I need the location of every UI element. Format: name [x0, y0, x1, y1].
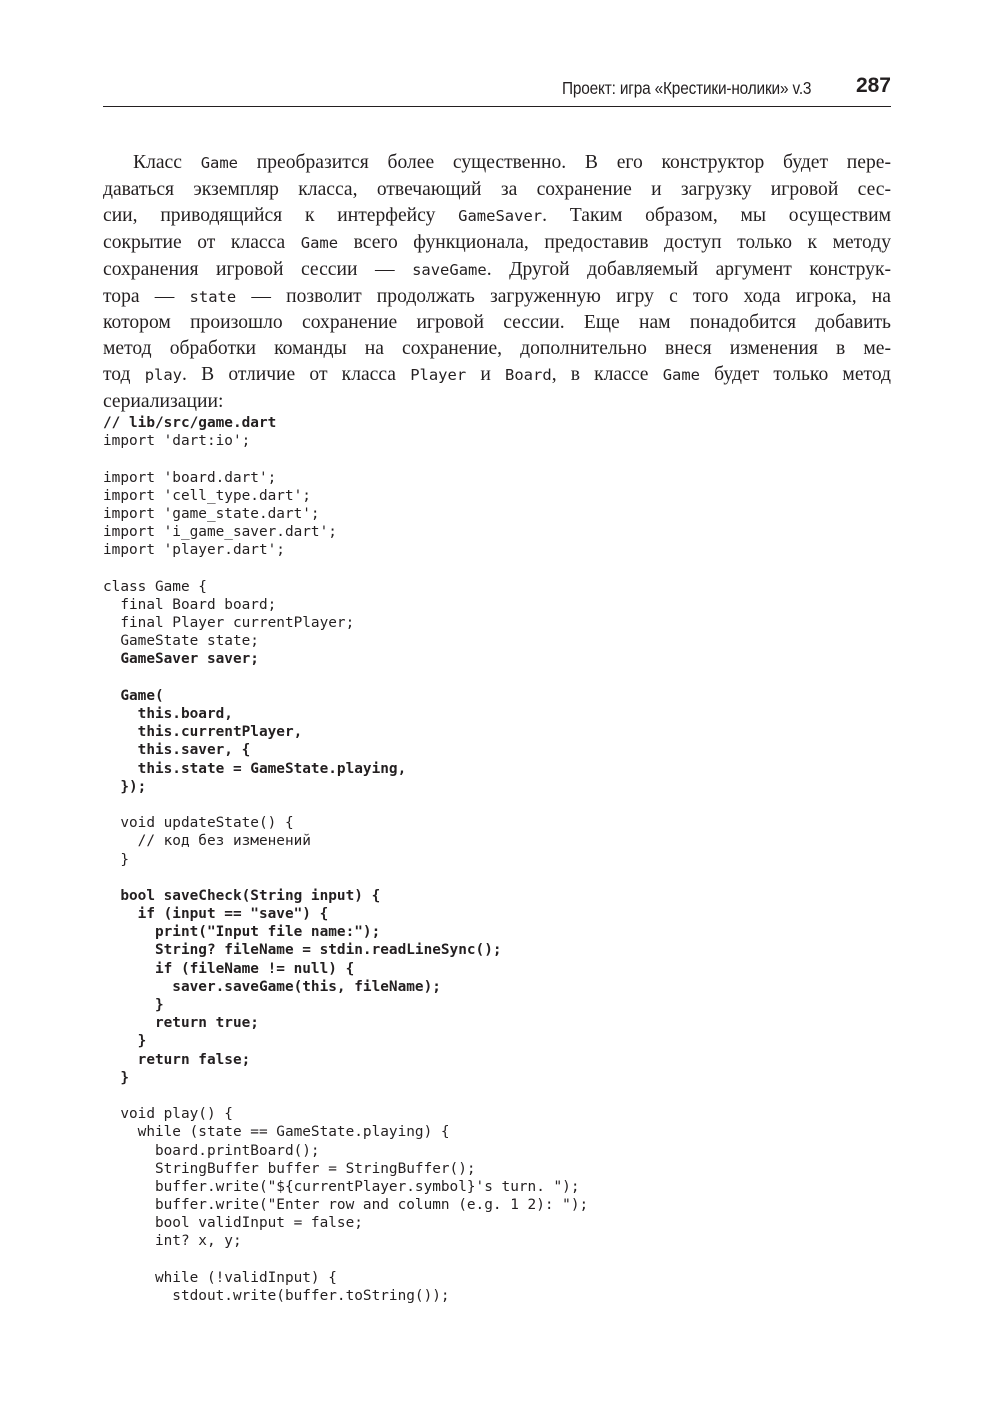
- code-line: class Game {: [103, 578, 207, 595]
- paragraph-line: [103, 257, 891, 284]
- paragraph-text: сериализации:: [103, 391, 224, 413]
- paragraph-line: [103, 150, 891, 177]
- code-line: import 'i_game_saver.dart';: [103, 524, 337, 541]
- running-head-title: Проект: игра «Крестики-нолики» v.3: [561, 78, 811, 98]
- code-line: this.board,: [103, 706, 233, 722]
- code-line: // lib/src/game.dart: [103, 415, 277, 431]
- inline-code: saveGame: [412, 260, 487, 279]
- intro-paragraph: [103, 150, 891, 415]
- paragraph-line: [103, 310, 891, 336]
- code-line: import 'board.dart';: [103, 469, 277, 486]
- paragraph-text: тора —: [103, 285, 190, 307]
- inline-code: GameSaver: [458, 206, 543, 225]
- code-line: final Player currentPlayer;: [103, 615, 355, 632]
- code-line: if (fileName != null) {: [103, 960, 355, 977]
- code-line: [103, 560, 588, 578]
- code-line: return false;: [103, 1051, 251, 1068]
- code-line: import 'player.dart';: [103, 542, 285, 559]
- code-line: StringBuffer buffer = StringBuffer();: [103, 1160, 476, 1177]
- inline-code: Game: [300, 233, 339, 252]
- paragraph-text: . В отличие от класса: [182, 364, 411, 386]
- paragraph-text: сохранения игровой сессии —: [103, 258, 413, 280]
- code-line: this.state = GameState.playing,: [103, 760, 407, 777]
- code-line: this.currentPlayer,: [103, 724, 303, 741]
- paragraph-text: сии, приводящийся к интерфейсу: [103, 204, 459, 226]
- paragraph-text: всего функционала, предоставив доступ только к методу: [338, 231, 891, 253]
- code-line: Game(: [103, 687, 164, 704]
- code-line: while (state == GameState.playing) {: [103, 1124, 450, 1141]
- code-line: [103, 1087, 588, 1105]
- code-line: // код без изменений: [103, 833, 311, 850]
- code-line: [103, 869, 588, 887]
- code-line: import 'cell_type.dart';: [103, 487, 311, 504]
- code-line: board.printBoard();: [103, 1142, 320, 1159]
- paragraph-text: тод: [103, 364, 145, 386]
- inline-code: Player: [410, 366, 467, 385]
- code-line: saver.saveGame(this, fileName);: [103, 978, 441, 995]
- code-line: }: [103, 997, 164, 1013]
- paragraph-line: [103, 177, 891, 203]
- code-line: [103, 1251, 588, 1269]
- page-header: [103, 74, 891, 107]
- code-line: stdout.write(buffer.toString());: [103, 1288, 450, 1304]
- code-line: [103, 669, 588, 687]
- code-line: bool saveCheck(String input) {: [103, 887, 381, 904]
- code-line: final Board board;: [103, 596, 277, 613]
- inline-code: state: [189, 287, 237, 306]
- code-line: GameSaver saver;: [103, 651, 259, 668]
- paragraph-line: [103, 230, 891, 257]
- paragraph-line: [103, 389, 891, 415]
- code-line: print("Input file name:");: [103, 924, 381, 941]
- code-line: [103, 796, 588, 814]
- code-line: [103, 450, 588, 468]
- code-line: GameState state;: [103, 633, 259, 650]
- paragraph-line: [103, 203, 891, 230]
- code-listing: [103, 414, 588, 1305]
- code-line: int? x, y;: [103, 1233, 242, 1250]
- paragraph-line: [103, 284, 891, 311]
- code-line: import 'dart:io';: [103, 433, 251, 450]
- paragraph-text: — позволит продолжать загруженную игру с того хода игрока, на: [236, 285, 891, 307]
- paragraph-text: котором произошло сохранение игровой сессии. Еще нам понадобится добавить: [103, 312, 891, 334]
- code-line: buffer.write("Enter row and column (e.g. 1 2): ");: [103, 1197, 589, 1214]
- inline-code: Game: [662, 366, 701, 385]
- paragraph-text: будет только метод: [700, 364, 892, 386]
- code-line: this.saver, {: [103, 742, 251, 759]
- inline-code: Game: [200, 154, 239, 172]
- paragraph-text: . Другой добавляемый аргумент конструк-: [486, 258, 891, 280]
- code-line: import 'game_state.dart';: [103, 505, 320, 522]
- code-line: bool validInput = false;: [103, 1215, 363, 1232]
- inline-code: Board: [505, 366, 552, 385]
- code-line: }: [103, 1033, 147, 1050]
- code-line: }: [103, 1069, 129, 1086]
- paragraph-text: метод обработки команды на сохранение, дополнительно внеся изменения в ме-: [103, 338, 891, 360]
- paragraph-line: [103, 336, 891, 362]
- paragraph-text: преобразится более существенно. В его конструктор будет пере-: [238, 152, 891, 173]
- paragraph-text: . Таким образом, мы осуществим: [542, 204, 891, 226]
- paragraph-text: сокрытие от класса: [103, 231, 301, 253]
- code-line: buffer.write("${currentPlayer.symbol}'s turn. ");: [103, 1178, 580, 1195]
- paragraph-text: и: [466, 364, 506, 386]
- code-line: void play() {: [103, 1106, 233, 1123]
- paragraph-text: Класс: [133, 152, 201, 173]
- code-line: });: [103, 778, 147, 795]
- paragraph-text: , в классе: [551, 364, 663, 386]
- paragraph-text: даваться экземпляр класса, отвечающий за сохранение и загрузку игровой сес-: [103, 178, 891, 200]
- code-line: return true;: [103, 1015, 259, 1032]
- code-line: }: [103, 851, 129, 868]
- paragraph-line: [103, 362, 891, 389]
- code-line: String? fileName = stdin.readLineSync();: [103, 942, 502, 959]
- code-line: if (input == "save") {: [103, 906, 329, 923]
- page-number: 287: [855, 74, 891, 97]
- inline-code: play: [144, 366, 183, 385]
- code-line: while (!validInput) {: [103, 1269, 337, 1286]
- code-line: void updateState() {: [103, 815, 294, 832]
